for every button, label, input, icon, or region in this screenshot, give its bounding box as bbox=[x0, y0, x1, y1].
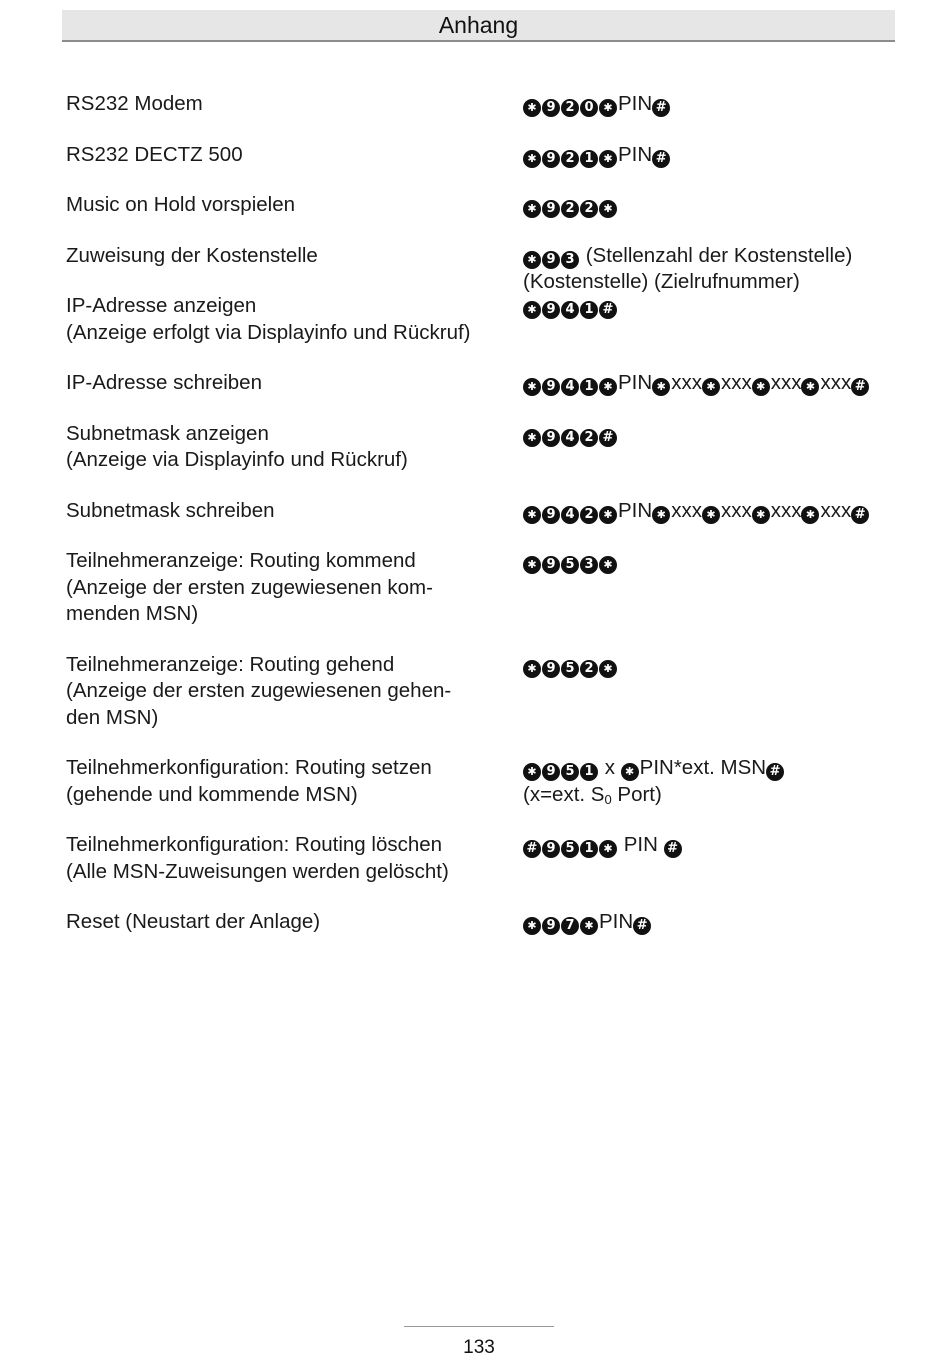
function-description bbox=[66, 755, 506, 808]
sequence-text: Port) bbox=[611, 782, 662, 806]
star-key-icon: ✱ bbox=[599, 99, 617, 117]
sequence-text: xxx bbox=[720, 498, 752, 522]
table-row bbox=[66, 498, 896, 525]
sequence-text: PIN*ext. MSN bbox=[639, 756, 767, 779]
function-description bbox=[66, 652, 506, 732]
star-key-icon: ✱ bbox=[523, 251, 541, 269]
digit-key-icon: 4 bbox=[561, 506, 579, 524]
digit-key-icon: 9 bbox=[542, 763, 560, 781]
digit-key-icon: 1 bbox=[580, 301, 598, 319]
table-row bbox=[66, 293, 896, 346]
subscript: 0 bbox=[604, 791, 612, 807]
digit-key-icon: 2 bbox=[580, 200, 598, 218]
footer-divider bbox=[404, 1326, 554, 1327]
key-sequence bbox=[523, 370, 870, 397]
digit-key-icon: 3 bbox=[580, 556, 598, 574]
function-description bbox=[66, 832, 506, 885]
sequence-text: xxx bbox=[770, 371, 802, 394]
digit-key-icon: 0 bbox=[580, 99, 598, 117]
star-key-icon: ✱ bbox=[523, 429, 541, 447]
description-line: IP-Adresse schreiben bbox=[66, 371, 262, 394]
key-sequence bbox=[523, 243, 852, 296]
star-key-icon: ✱ bbox=[523, 378, 541, 396]
digit-key-icon: 2 bbox=[561, 150, 579, 168]
hash-key-icon: # bbox=[599, 429, 617, 447]
description-line: Teilnehmerkonfiguration: Routing setzen bbox=[66, 756, 432, 779]
description-line: Subnetmask anzeigen bbox=[66, 421, 269, 445]
digit-key-icon: 9 bbox=[542, 251, 560, 269]
key-sequence-line bbox=[523, 269, 852, 296]
function-description bbox=[66, 498, 506, 525]
sequence-text: PIN bbox=[618, 833, 664, 856]
sequence-text: x bbox=[599, 756, 621, 779]
key-sequence-line bbox=[523, 421, 618, 448]
sequence-text: xxx bbox=[770, 498, 802, 522]
star-key-icon: ✱ bbox=[523, 763, 541, 781]
hash-key-icon: # bbox=[633, 917, 651, 935]
page-header bbox=[62, 10, 895, 42]
table-row bbox=[66, 192, 896, 219]
digit-key-icon: 7 bbox=[561, 917, 579, 935]
hash-key-icon: # bbox=[599, 301, 617, 319]
star-key-icon: ✱ bbox=[652, 378, 670, 396]
star-key-icon: ✱ bbox=[752, 378, 770, 396]
description-line: Teilnehmeranzeige: Routing kommend bbox=[66, 549, 416, 572]
star-key-icon: ✱ bbox=[580, 917, 598, 935]
key-sequence bbox=[523, 909, 652, 936]
key-sequence bbox=[523, 91, 671, 118]
digit-key-icon: 9 bbox=[542, 99, 560, 117]
sequence-text: xxx bbox=[720, 371, 752, 394]
key-sequence bbox=[523, 548, 618, 575]
function-description bbox=[66, 192, 506, 219]
key-sequence-line bbox=[523, 548, 618, 575]
key-sequence-line bbox=[523, 192, 618, 219]
sequence-text: PIN bbox=[618, 142, 653, 166]
digit-key-icon: 2 bbox=[561, 200, 579, 218]
page-number: 133 bbox=[463, 1337, 495, 1358]
star-key-icon: ✱ bbox=[702, 506, 720, 524]
key-sequence bbox=[523, 498, 870, 525]
star-key-icon: ✱ bbox=[523, 660, 541, 678]
description-line: (Alle MSN-Zuweisungen werden gelöscht) bbox=[66, 859, 449, 883]
digit-key-icon: 4 bbox=[561, 378, 579, 396]
digit-key-icon: 5 bbox=[561, 556, 579, 574]
star-key-icon: ✱ bbox=[523, 917, 541, 935]
digit-key-icon: 1 bbox=[580, 150, 598, 168]
description-line: (gehende und kommende MSN) bbox=[66, 782, 358, 806]
digit-key-icon: 2 bbox=[580, 660, 598, 678]
hash-key-icon: # bbox=[851, 378, 869, 396]
star-key-icon: ✱ bbox=[523, 301, 541, 319]
digit-key-icon: 9 bbox=[542, 506, 560, 524]
key-sequence bbox=[523, 293, 618, 320]
sequence-text: (Stellenzahl der Kostenstelle) bbox=[580, 243, 853, 267]
star-key-icon: ✱ bbox=[752, 506, 770, 524]
star-key-icon: ✱ bbox=[801, 506, 819, 524]
table-row bbox=[66, 652, 896, 732]
function-description bbox=[66, 421, 506, 474]
digit-key-icon: 5 bbox=[561, 763, 579, 781]
hash-key-icon: # bbox=[652, 99, 670, 117]
digit-key-icon: 9 bbox=[542, 917, 560, 935]
table-row bbox=[66, 142, 896, 169]
star-key-icon: ✱ bbox=[702, 378, 720, 396]
star-key-icon: ✱ bbox=[599, 660, 617, 678]
key-sequence bbox=[523, 652, 618, 679]
description-line: (Anzeige via Displayinfo und Rückruf) bbox=[66, 448, 408, 471]
function-description bbox=[66, 548, 506, 628]
digit-key-icon: 9 bbox=[542, 301, 560, 319]
digit-key-icon: 2 bbox=[561, 99, 579, 117]
key-sequence bbox=[523, 421, 618, 448]
key-sequence-line bbox=[523, 832, 683, 859]
function-description bbox=[66, 909, 506, 936]
key-sequence-line bbox=[523, 293, 618, 320]
key-sequence bbox=[523, 192, 618, 219]
sequence-text: PIN bbox=[618, 498, 653, 522]
digit-key-icon: 4 bbox=[561, 429, 579, 447]
key-sequence-line bbox=[523, 755, 785, 782]
star-key-icon: ✱ bbox=[599, 840, 617, 858]
key-sequence-line bbox=[523, 652, 618, 679]
star-key-icon: ✱ bbox=[599, 200, 617, 218]
sequence-text: xxx bbox=[820, 498, 852, 522]
hash-key-icon: # bbox=[664, 840, 682, 858]
digit-key-icon: 1 bbox=[580, 763, 598, 781]
key-sequence bbox=[523, 755, 785, 813]
digit-key-icon: 1 bbox=[580, 378, 598, 396]
star-key-icon: ✱ bbox=[599, 506, 617, 524]
sequence-text: xxx bbox=[820, 371, 852, 394]
function-description bbox=[66, 370, 506, 397]
description-line: (Anzeige erfolgt via Displayinfo und Rückruf) bbox=[66, 320, 471, 344]
description-line: IP-Adresse anzeigen bbox=[66, 294, 257, 317]
description-line: RS232 Modem bbox=[66, 92, 203, 115]
key-sequence-line bbox=[523, 909, 652, 936]
digit-key-icon: 2 bbox=[580, 429, 598, 447]
star-key-icon: ✱ bbox=[599, 556, 617, 574]
description-line: menden MSN) bbox=[66, 602, 199, 625]
function-description bbox=[66, 91, 506, 118]
star-key-icon: ✱ bbox=[523, 99, 541, 117]
key-sequence bbox=[523, 832, 683, 859]
star-key-icon: ✱ bbox=[523, 506, 541, 524]
table-row bbox=[66, 832, 896, 885]
digit-key-icon: 1 bbox=[580, 840, 598, 858]
digit-key-icon: 9 bbox=[542, 556, 560, 574]
table-row bbox=[66, 91, 896, 118]
function-description bbox=[66, 243, 506, 270]
table-row bbox=[66, 421, 896, 474]
header-title: Anhang bbox=[438, 12, 519, 38]
description-line: Teilnehmerkonfiguration: Routing löschen bbox=[66, 833, 443, 856]
sequence-text: xxx bbox=[671, 498, 702, 522]
key-sequence-line bbox=[523, 782, 785, 814]
hash-key-icon: # bbox=[523, 840, 541, 858]
hash-key-icon: # bbox=[851, 506, 869, 524]
digit-key-icon: 2 bbox=[580, 506, 598, 524]
table-row bbox=[66, 548, 896, 628]
star-key-icon: ✱ bbox=[599, 378, 617, 396]
description-line: (Anzeige der ersten zugewiesenen gehen- bbox=[66, 679, 452, 702]
description-line: Reset (Neustart der Anlage) bbox=[66, 910, 321, 933]
key-sequence bbox=[523, 142, 671, 169]
table-row bbox=[66, 370, 896, 397]
star-key-icon: ✱ bbox=[801, 378, 819, 396]
digit-key-icon: 9 bbox=[542, 429, 560, 447]
sequence-text: PIN bbox=[618, 92, 653, 115]
digit-key-icon: 9 bbox=[542, 840, 560, 858]
description-line: (Anzeige der ersten zugewiesenen kom- bbox=[66, 575, 433, 599]
sequence-text: PIN bbox=[618, 371, 653, 394]
key-sequence-line bbox=[523, 243, 852, 270]
code-table bbox=[66, 91, 896, 960]
digit-key-icon: 9 bbox=[542, 200, 560, 218]
table-row bbox=[66, 755, 896, 808]
key-sequence-line bbox=[523, 498, 870, 525]
star-key-icon: ✱ bbox=[621, 763, 639, 781]
key-sequence-line bbox=[523, 91, 671, 118]
star-key-icon: ✱ bbox=[523, 556, 541, 574]
key-sequence-line bbox=[523, 142, 671, 169]
digit-key-icon: 5 bbox=[561, 840, 579, 858]
digit-key-icon: 9 bbox=[542, 660, 560, 678]
table-row bbox=[66, 243, 896, 293]
digit-key-icon: 3 bbox=[561, 251, 579, 269]
digit-key-icon: 4 bbox=[561, 301, 579, 319]
description-line: den MSN) bbox=[66, 705, 159, 729]
description-line: Zuweisung der Kostenstelle bbox=[66, 243, 318, 267]
description-line: Teilnehmeranzeige: Routing gehend bbox=[66, 652, 395, 676]
sequence-text: (Kostenstelle) (Zielrufnummer) bbox=[523, 270, 800, 293]
digit-key-icon: 9 bbox=[542, 150, 560, 168]
sequence-text: xxx bbox=[671, 371, 702, 394]
sequence-text: (x=ext. S bbox=[523, 782, 605, 806]
hash-key-icon: # bbox=[652, 150, 670, 168]
digit-key-icon: 9 bbox=[542, 378, 560, 396]
key-sequence-line bbox=[523, 370, 870, 397]
digit-key-icon: 5 bbox=[561, 660, 579, 678]
star-key-icon: ✱ bbox=[599, 150, 617, 168]
description-line: RS232 DECTZ 500 bbox=[66, 142, 243, 166]
hash-key-icon: # bbox=[766, 763, 784, 781]
star-key-icon: ✱ bbox=[652, 506, 670, 524]
star-key-icon: ✱ bbox=[523, 200, 541, 218]
star-key-icon: ✱ bbox=[523, 150, 541, 168]
table-row bbox=[66, 909, 896, 936]
description-line: Music on Hold vorspielen bbox=[66, 193, 296, 216]
function-description bbox=[66, 293, 506, 346]
sequence-text: PIN bbox=[599, 910, 634, 933]
description-line: Subnetmask schreiben bbox=[66, 498, 275, 522]
function-description bbox=[66, 142, 506, 169]
